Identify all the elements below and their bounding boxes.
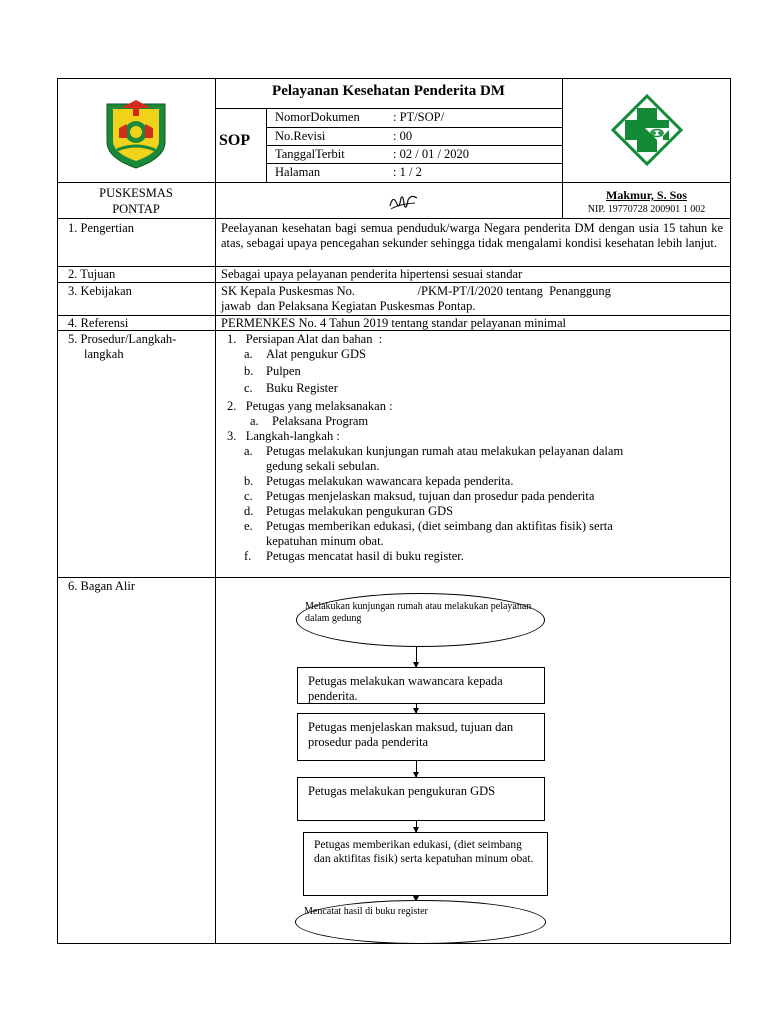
bagan-alir-label: 6. Bagan Alir <box>68 579 136 593</box>
issue-date-label: TanggalTerbit <box>275 147 345 161</box>
langkah-marker: e. <box>244 519 253 533</box>
alat-marker: b. <box>244 364 254 378</box>
langkah-item: Petugas mencatat hasil di buku register. <box>266 549 464 563</box>
header-divider <box>57 182 731 183</box>
alat-marker: a. <box>244 347 253 361</box>
revision-value: : 00 <box>393 129 413 143</box>
sop-title: Pelayanan Kesehatan Penderita DM <box>272 83 505 99</box>
petugas-marker: a. <box>250 414 259 428</box>
tujuan-label: 2. Tujuan <box>68 267 116 281</box>
flow-start-node <box>296 593 545 647</box>
langkah-marker: a. <box>244 444 253 458</box>
page-value: : 1 / 2 <box>393 165 422 179</box>
kebijakan-line-2: jawab dan Pelaksana Kegiatan Puskesmas Pontap. <box>221 299 476 313</box>
row-divider <box>57 577 731 578</box>
doc-number-label: NomorDokumen <box>275 110 360 124</box>
alat-item: Pulpen <box>266 364 301 378</box>
referensi-label: 4. Referensi <box>68 316 129 330</box>
flow-start-text: Melakukan kunjungan rumah atau melakukan pelayanan dalam gedung <box>305 601 532 624</box>
flow-arrow <box>416 761 417 777</box>
langkah-item: Petugas melakukan wawancara kepada penderita. <box>266 474 514 488</box>
langkah-item: Petugas memberikan edukasi, (diet seimbang dan aktifitas fisik) serta <box>266 519 613 533</box>
langkah-heading: 3. Langkah-langkah : <box>227 429 340 443</box>
pengertian-label: 1. Pengertian <box>68 221 134 235</box>
alat-item: Buku Register <box>266 381 338 395</box>
langkah-marker: f. <box>244 549 252 563</box>
flow-step-1 <box>297 667 545 704</box>
flow-arrow <box>416 647 417 667</box>
prosedur-label: 5. Prosedur/Langkah- <box>68 332 177 346</box>
flow-arrow <box>416 704 417 713</box>
referensi-text: PERMENKES No. 4 Tahun 2019 tentang standar pelayanan minimal <box>221 316 567 330</box>
flow-arrow <box>416 821 417 832</box>
tujuan-text: Sebagai upaya pelayanan penderita hipertensi sesuai standar <box>221 267 523 281</box>
langkah-item-cont: kepatuhan minum obat. <box>266 534 384 548</box>
row-divider <box>215 218 216 944</box>
flow-step-text: Petugas menjelaskan maksud, tujuan dan prosedur pada penderita <box>308 720 514 749</box>
row-divider <box>57 282 731 283</box>
petugas-item: Pelaksana Program <box>272 414 369 428</box>
regional-emblem-logo <box>103 98 169 170</box>
org-name: PUSKESMAS <box>99 186 173 200</box>
prosedur-label-cont: langkah <box>84 347 124 361</box>
langkah-item: Petugas melakukan pengukuran GDS <box>266 504 454 518</box>
langkah-item: Petugas melakukan kunjungan rumah atau melakukan pelayanan dalam <box>266 444 624 458</box>
alat-marker: c. <box>244 381 253 395</box>
kebijakan-line-1: SK Kepala Puskesmas No. /PKM-PT/I/2020 tentang Penanggung <box>221 284 611 298</box>
header-divider <box>57 218 731 219</box>
page-label: Halaman <box>275 165 321 179</box>
revision-label: No.Revisi <box>275 129 326 143</box>
alat-item: Alat pengukur GDS <box>266 347 366 361</box>
issue-date-value: : 02 / 01 / 2020 <box>393 147 470 161</box>
puskesmas-cross-logo <box>611 94 683 166</box>
org-location: PONTAP <box>112 202 160 216</box>
signer-name: Makmur, S. Sos <box>606 188 687 202</box>
kebijakan-label: 3. Kebijakan <box>68 284 132 298</box>
flow-end-text: Mencatat hasil di buku register <box>304 906 428 917</box>
langkah-marker: c. <box>244 489 253 503</box>
header-divider <box>215 108 562 109</box>
langkah-marker: d. <box>244 504 254 518</box>
flow-step-3 <box>297 777 545 821</box>
langkah-item: Petugas menjelaskan maksud, tujuan dan prosedur pada penderita <box>266 489 595 503</box>
flow-step-2 <box>297 713 545 761</box>
sop-label: SOP <box>219 132 251 149</box>
petugas-heading: 2. Petugas yang melaksanakan : <box>227 399 393 413</box>
header-divider <box>266 163 562 164</box>
flow-step-text: Petugas melakukan wawancara kepada penderita. <box>308 674 503 703</box>
flow-end-node <box>295 900 546 944</box>
signature-image <box>387 190 421 214</box>
header-divider <box>266 145 562 146</box>
langkah-item-cont: gedung sekali sebulan. <box>266 459 380 473</box>
pengertian-text: Peelayanan kesehatan bagi semua penduduk/warga Negara penderita DM dengan usia 15 tahun ke atas, sebagai upaya pencegahan sekunder sehingga tidak mengalami kondisi kesehatan lebih lanjut. <box>221 221 723 250</box>
persiapan-heading: 1. Persiapan Alat dan bahan : <box>227 332 383 346</box>
flow-step-4 <box>303 832 548 896</box>
flow-step-text: Petugas melakukan pengukuran GDS <box>308 784 496 798</box>
langkah-marker: b. <box>244 474 254 488</box>
flow-step-text: Petugas memberikan edukasi, (diet seimbang dan aktifitas fisik) serta kepatuhan minum obat. <box>314 839 534 865</box>
signer-nip: NIP. 19770728 200901 1 002 <box>587 204 706 215</box>
header-divider <box>266 127 562 128</box>
doc-number-value: : PT/SOP/ <box>393 110 445 124</box>
